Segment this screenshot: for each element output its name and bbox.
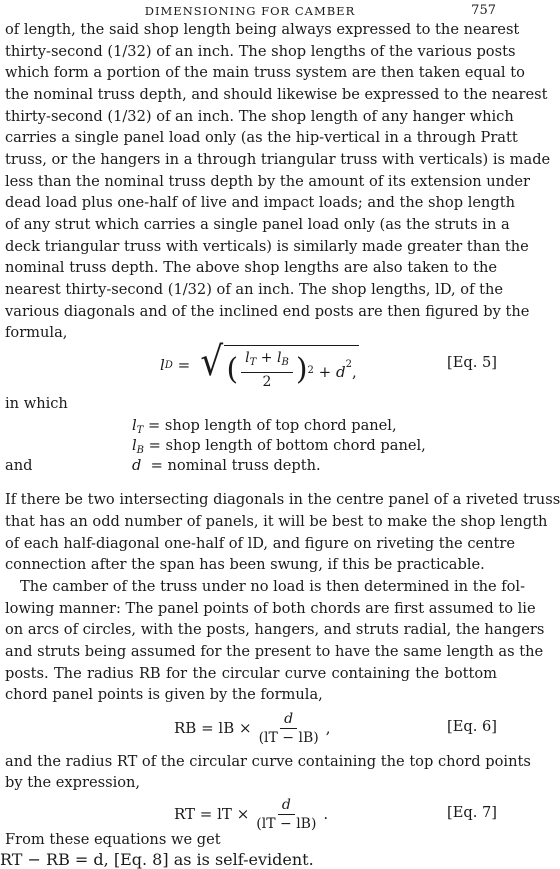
text-line: and struts being assumed for the present to have the same length as the	[5, 643, 544, 660]
equation-8	[0, 850, 314, 869]
equation-6	[0, 706, 500, 750]
text-line: and the radius RT of the circular curve containing the top chord points	[5, 753, 531, 770]
text-line: thirty-second (1/32) of an inch. The shop length of any hanger which	[5, 108, 514, 125]
text-line: which form a portion of the main truss system are then taken equal to	[5, 64, 525, 81]
equation-5-number: [Eq. 5]	[447, 354, 497, 371]
equation-7-number: [Eq. 7]	[447, 804, 497, 821]
text-line: From these equations we get	[5, 831, 221, 848]
text-line: less than the nominal truss depth by the amount of its extension under	[5, 173, 531, 190]
text-line: that has an odd number of panels, it will be best to make the shop length	[5, 513, 548, 530]
square-root: √ ( $\frac{l_T + l_B}{2}$ ) 2 + $d^2$,	[200, 339, 357, 390]
text-line: nominal truss depth. The above shop lengths are also taken to the	[5, 259, 497, 276]
text-line: by the expression,	[5, 774, 141, 791]
page-number: 757	[471, 3, 496, 18]
text-line: formula,	[5, 324, 68, 341]
text-line: of length, the said shop length being always expressed to the nearest	[5, 21, 520, 38]
text-line: of any strut which carries a single panel load only (as the struts in a	[5, 216, 510, 233]
fraction: $\frac{d}{(lT - lB)}$	[258, 710, 319, 746]
definition-d: d = nominal truss depth.	[132, 457, 321, 474]
text-line: as is self-evident.	[173, 850, 314, 869]
text-line: chord panel points is given by the formula,	[5, 686, 323, 703]
equation-6-body: RB = lB × $\frac{d}{(lT - lB)}$ ,	[174, 710, 331, 746]
text-line: various diagonals and of the inclined end posts are then figured by the	[5, 303, 530, 320]
text-line: nearest thirty-second (1/32) of an inch. The shop lengths, lD, of the	[5, 281, 504, 298]
text-line: the nominal truss depth, and should likewise be expressed to the nearest	[5, 86, 548, 103]
running-title: DIMENSIONING FOR CAMBER	[144, 4, 356, 18]
text-line: lowing manner: The panel points of both chords are first assumed to lie	[5, 600, 536, 617]
equation-8-number: [Eq. 8]	[113, 850, 169, 869]
fraction: $\frac{l_T + l_B}{2}$	[241, 350, 293, 390]
equation-8-expression: RT − RB = d,	[0, 850, 109, 869]
text-line: carries a single panel load only (as the hip-vertical in a through Pratt	[5, 129, 518, 146]
definition-lt: $l_T$ = shop length of top chord panel,	[132, 417, 397, 436]
text-line: thirty-second (1/32) of an inch. The shop lengths of the various posts	[5, 43, 516, 60]
equation-6-number: [Eq. 6]	[447, 718, 497, 735]
text-line: dead load plus one-half of live and impact loads; and the shop length	[5, 194, 516, 211]
equation-5-body: l D = √ ( $\frac{l_T + l_B}{2}$ ) 2 + $d^2$,	[160, 339, 357, 390]
text-line: in which	[5, 395, 68, 412]
text-line: posts. The radius RB for the circular curve containing the bottom	[5, 665, 497, 682]
definition-d-prefix: and	[5, 457, 33, 474]
text-line: deck triangular truss with verticals) is similarly made greater than the	[5, 238, 529, 255]
equation-7-body: RT = lT × $\frac{d}{(lT - lB)}$ .	[174, 796, 329, 832]
definition-lb: $l_B$ = shop length of bottom chord panel,	[132, 437, 426, 456]
text-line: truss, or the hangers in a through triangular truss with verticals) is made	[5, 151, 551, 168]
equation-5	[0, 340, 500, 390]
text-line: The camber of the truss under no load is then determined in the fol-	[20, 578, 526, 595]
fraction: $\frac{d}{(lT - lB)}$	[256, 796, 317, 832]
text-line: connection after the span has been swung, if this be practicable.	[5, 556, 485, 573]
page-header	[0, 3, 500, 19]
text-line: on arcs of circles, with the posts, hangers, and struts radial, the hangers	[5, 621, 545, 638]
text-line: If there be two intersecting diagonals in the centre panel of a riveted truss	[5, 491, 560, 508]
text-line: of each half-diagonal one-half of lD, and figure on riveting the centre	[5, 535, 516, 552]
